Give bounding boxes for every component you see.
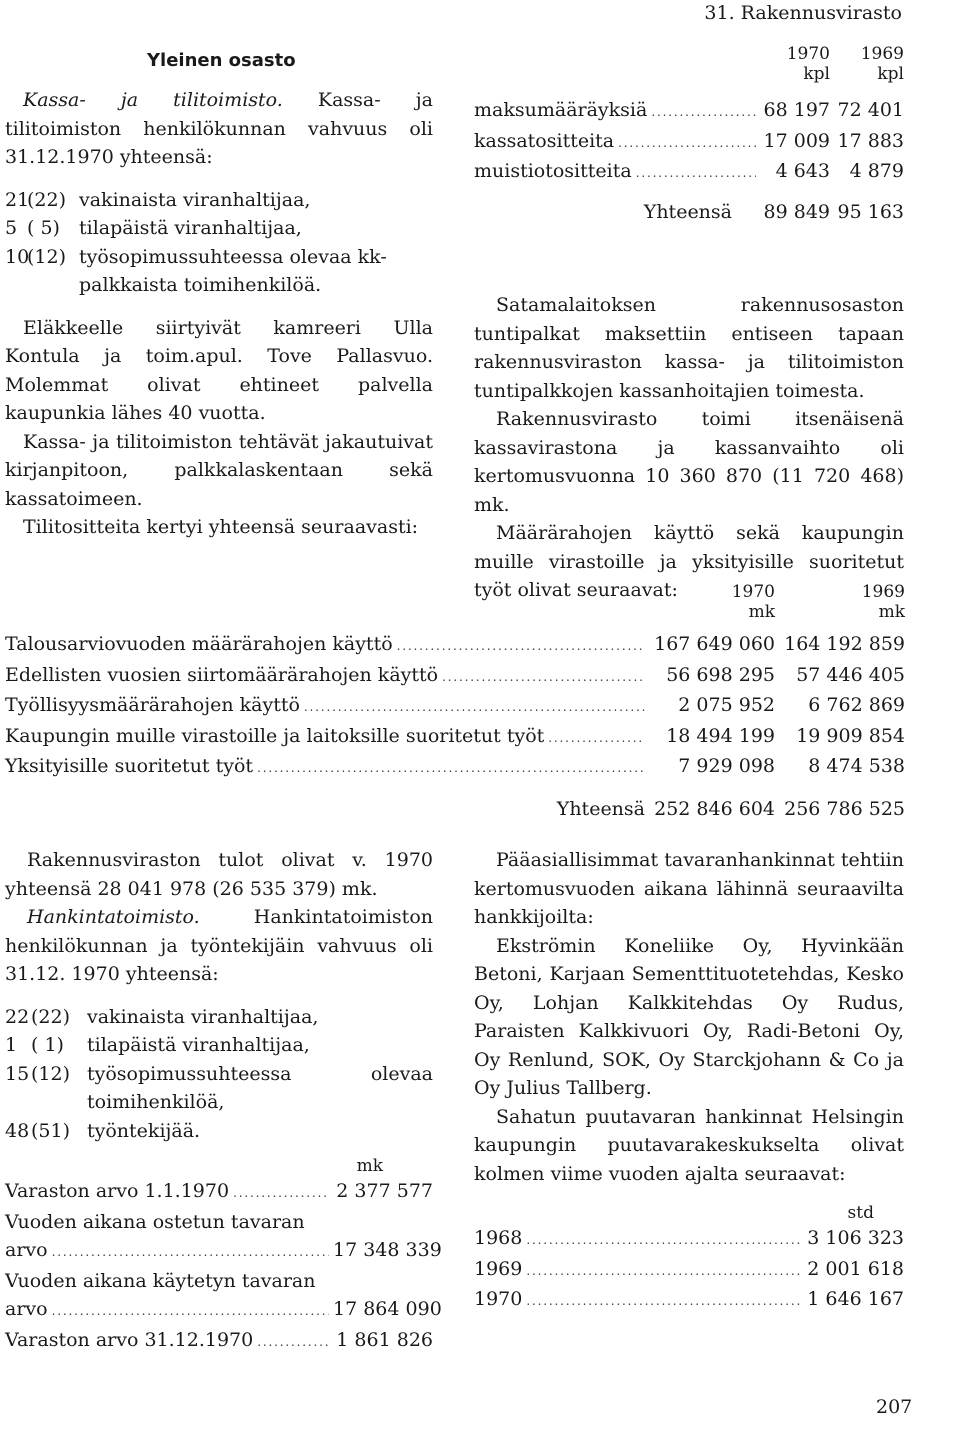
cell-1970: 167 649 060 xyxy=(654,633,775,655)
retire-paragraph: Eläkkeelle siirtyivät kamreeri Ulla Kontula ja toim.apul. Tove Pallasvuo. Molemmat olivat ehtineet palvella kaupunkia lähes 40 vuotta. xyxy=(5,316,433,424)
cell-1969: 17 883 xyxy=(837,129,904,152)
table-row xyxy=(474,1255,904,1286)
unit-header: kpl xyxy=(803,64,830,84)
kassa-intro xyxy=(5,86,433,172)
cell-1969: 19 909 854 xyxy=(796,724,905,747)
cell-1970: 4 643 xyxy=(775,160,830,182)
row-label-line: Vuoden aikana ostetun tavaran xyxy=(5,1210,305,1233)
row-label: arvo xyxy=(5,1239,48,1261)
stock-table xyxy=(5,1177,442,1356)
staff-text: vakinaista viranhaltijaa, xyxy=(79,188,311,211)
section-title: Yleinen osasto xyxy=(147,50,296,71)
timber-table xyxy=(474,1224,904,1316)
row-value: 3 106 323 xyxy=(807,1227,904,1249)
money-total-row xyxy=(5,795,905,824)
row-label: Yksityisille suoritetut työt xyxy=(5,755,254,777)
staff-count: 10 xyxy=(5,245,30,268)
year-header: 1970 xyxy=(786,44,830,64)
row-label: Varaston arvo 1.1.1970 xyxy=(5,1180,230,1202)
total-label: Yhteensä xyxy=(556,797,645,820)
tilitositteita-paragraph: Tilitositteita kertyi yhteensä seuraavasti: xyxy=(23,516,419,538)
table-row xyxy=(5,1177,433,1208)
cell-1970: 56 698 295 xyxy=(666,663,775,686)
staff-prev: (12) xyxy=(27,245,67,268)
staff-prev: ( 5) xyxy=(27,217,60,239)
row-label-line: Vuoden aikana käytetyn tavaran xyxy=(5,1269,316,1292)
row-year: 1970 xyxy=(474,1288,523,1310)
table-row xyxy=(474,157,904,188)
row-label: kassatositteita xyxy=(474,129,615,152)
kassa-section xyxy=(5,86,433,542)
table-row xyxy=(5,691,905,722)
table-row xyxy=(5,1326,433,1357)
row-value: 17 864 090 xyxy=(333,1298,442,1320)
table-row xyxy=(5,1236,442,1267)
voucher-table-years xyxy=(474,44,904,64)
tulot-paragraph: Rakennusviraston tulot olivat v. 1970 yhteensä 28 041 978 (26 535 379) mk. xyxy=(5,849,433,900)
money-table-years xyxy=(5,582,905,602)
table-row xyxy=(5,752,905,783)
list-item xyxy=(5,1031,433,1060)
running-head: 31. Rakennusvirasto xyxy=(704,2,902,24)
table-row xyxy=(474,96,904,127)
table-row xyxy=(5,630,905,661)
row-value: 1 861 826 xyxy=(336,1328,433,1351)
unit-header: kpl xyxy=(877,64,904,84)
right-top-text xyxy=(474,291,904,605)
year-header: 1969 xyxy=(861,582,905,602)
staff-count: 48 xyxy=(5,1119,30,1142)
kassa-intro-text: Kassa- ja tilitoimiston henkilökunnan vahvuus oli 31.12.1970 yhteensä: xyxy=(5,89,433,168)
staff-prev: (12) xyxy=(31,1062,71,1085)
paragraph: Rakennusvirasto toimi itsenäisenä kassavirastona ja kassanvaihto oli kertomusvuonna 10 360 870 (11 720 468) mk. xyxy=(474,408,904,516)
cell-1969: 8 474 538 xyxy=(808,755,905,777)
list-item xyxy=(5,1003,433,1032)
list-item xyxy=(5,186,433,215)
row-label: Edellisten vuosien siirtomäärärahojen käyttö xyxy=(5,663,439,686)
total-label: Yhteensä xyxy=(643,200,732,223)
total-1970: 252 846 604 xyxy=(654,797,775,820)
list-item xyxy=(5,243,433,300)
staff-text: tilapäistä viranhaltijaa, xyxy=(79,217,302,239)
hank-intro-text: Hankintatoimiston henkilökunnan ja työntekijäin vahvuus oli 31.12. 1970 yhteensä: xyxy=(5,906,433,985)
list-item xyxy=(5,1117,433,1146)
year-header: 1969 xyxy=(860,44,904,64)
year-header: 1970 xyxy=(731,582,775,602)
cell-1970: 68 197 xyxy=(763,99,830,121)
paragraph: Ekströmin Koneliike Oy, Hyvinkään Betoni, Karjaan Sementtituotetehdas, Kesko Oy, Lohjan Kalkkitehdas Oy Rudus, Paraisten Kalkkivuori Oy, Radi-Betoni Oy, Oy Renlund, SOK, Oy Starckjohann & Co ja Oy Julius Tallberg. xyxy=(474,934,904,1099)
paragraph: Sahatun puutavaran hankinnat Helsingin kaupungin puutavarakeskukselta olivat kolmen viime vuoden ajalta seuraavat: xyxy=(474,1105,904,1185)
page-number: 207 xyxy=(876,1396,913,1418)
list-item xyxy=(5,1060,433,1117)
paragraph: Pääasiallisimmat tavaranhankinnat tehtiin kertomusvuoden aikana lähinnä seuraavilta hankkijoilta: xyxy=(474,849,904,928)
list-item xyxy=(5,214,433,243)
lower-right-column xyxy=(474,846,904,1316)
paragraph: Satamalaitoksen rakennusosaston tuntipalkat maksettiin entiseen tapaan rakennusviraston kassa- ja tilitoimiston tuntipalkkojen kassanhoitajien toimesta. xyxy=(474,294,904,402)
staff-prev: (22) xyxy=(31,1005,71,1028)
kassa-title: Kassa- ja tilitoimisto. xyxy=(23,89,283,111)
total-1969: 256 786 525 xyxy=(784,797,905,820)
hank-staff-list xyxy=(5,1003,433,1146)
total-1969: 95 163 xyxy=(837,200,904,223)
cell-1970: 2 075 952 xyxy=(678,694,775,716)
table-row xyxy=(474,1285,904,1316)
cell-1969: 164 192 859 xyxy=(784,633,905,655)
kassa-staff-list xyxy=(5,186,433,300)
table-row xyxy=(5,722,905,753)
row-value: 2 001 618 xyxy=(807,1257,904,1280)
total-1970: 89 849 xyxy=(763,200,830,223)
table-row xyxy=(474,127,904,158)
paragraph: Määrärahojen käyttö sekä kaupungin muille virastoille ja yksityisille suoritetut työt olivat seuraavat: xyxy=(474,522,904,601)
staff-count: 5 xyxy=(5,217,18,239)
cell-1969: 72 401 xyxy=(837,99,904,121)
cell-1970: 18 494 199 xyxy=(666,724,775,747)
money-table-units xyxy=(5,602,905,622)
lower-left-column xyxy=(5,846,442,1356)
tasks-paragraph: Kassa- ja tilitoimiston tehtävät jakautuivat kirjanpitoon, palkkalaskentaan sekä kassatoimeen. xyxy=(5,430,433,510)
cell-1970: 7 929 098 xyxy=(678,755,775,777)
staff-text: työntekijää. xyxy=(87,1119,201,1142)
cell-1969: 6 762 869 xyxy=(808,694,905,716)
row-label: Kaupungin muille virastoille ja laitoksille suoritetut työt xyxy=(5,724,545,747)
staff-prev: ( 1) xyxy=(31,1034,64,1056)
row-value: 1 646 167 xyxy=(807,1288,904,1310)
cell-1969: 4 879 xyxy=(849,160,904,182)
row-label: Työllisyysmäärärahojen käyttö xyxy=(5,694,300,716)
row-value: 2 377 577 xyxy=(336,1180,433,1202)
stock-unit: mk xyxy=(356,1156,383,1176)
voucher-total-row xyxy=(474,198,904,227)
staff-text: tilapäistä viranhaltijaa, xyxy=(87,1034,310,1056)
cell-1969: 57 446 405 xyxy=(796,663,905,686)
staff-prev: (51) xyxy=(31,1119,71,1142)
unit-header: mk xyxy=(748,602,775,622)
money-table xyxy=(5,582,905,823)
staff-count: 22 xyxy=(5,1005,30,1028)
staff-count: 1 xyxy=(5,1034,18,1056)
row-label: Varaston arvo 31.12.1970 xyxy=(5,1328,254,1351)
hank-intro xyxy=(5,903,433,989)
staff-text: työsopimussuhteessa olevaa toimihenkilöä, xyxy=(87,1062,433,1113)
row-label: arvo xyxy=(5,1298,48,1320)
row-label: muistiotositteita xyxy=(474,160,632,182)
row-value: 17 348 339 xyxy=(333,1239,442,1261)
staff-count: 21 xyxy=(5,188,30,211)
cell-1970: 17 009 xyxy=(763,129,830,152)
voucher-table-units xyxy=(474,64,904,84)
timber-unit: std xyxy=(847,1203,874,1223)
row-year: 1968 xyxy=(474,1227,523,1249)
row-label: Talousarviovuoden määrärahojen käyttö xyxy=(5,633,393,655)
row-label: maksumääräyksiä xyxy=(474,99,648,121)
table-row xyxy=(5,661,905,692)
staff-text: työsopimussuhteessa olevaa kk-palkkaista toimihenkilöä. xyxy=(79,245,387,296)
hank-title: Hankintatoimisto. xyxy=(27,906,200,928)
table-row xyxy=(5,1295,442,1326)
staff-count: 15 xyxy=(5,1062,30,1085)
staff-text: vakinaista viranhaltijaa, xyxy=(87,1005,319,1028)
unit-header: mk xyxy=(878,602,905,622)
table-row xyxy=(474,1224,904,1255)
voucher-table xyxy=(474,44,904,226)
row-year: 1969 xyxy=(474,1257,523,1280)
staff-prev: (22) xyxy=(27,188,67,211)
